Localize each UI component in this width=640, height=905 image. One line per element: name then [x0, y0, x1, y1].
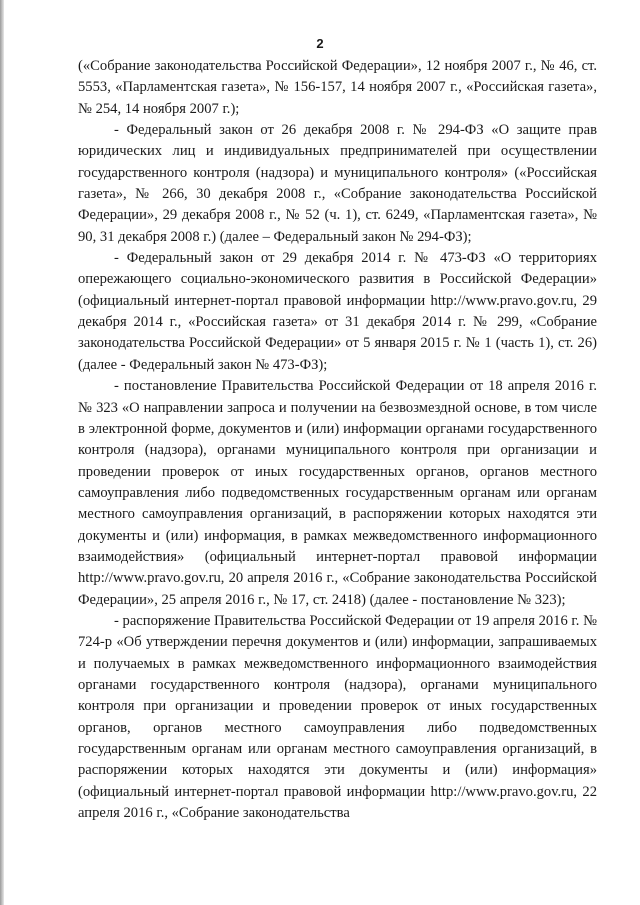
document-body [78, 56, 597, 824]
scan-edge-shadow [0, 0, 4, 905]
paragraph-resolution-323: - постановление Правительства Российской Федерации от 18 апреля 2016 г. № 323 «О направлении запроса и получении на безвозмездной основе, в том числе в электронной форме, документов и (или) информации органами государственного контроля (надзора), органами муниципального контроля при организации и проведении проверок от иных государственных органов, органов местного самоуправления либо подведомственных государственным органам или органам местного самоуправления организаций, в распоряжении которых находятся эти документы и (или) информация, в рамках межведомственного информационного взаимодействия» (официальный интернет-портал правовой информации http://www.pravo.gov.ru, 20 апреля 2016 г., «Собрание законодательства Российской Федерации», 25 апреля 2016 г., № 17, ст. 2418) (далее - постановление № 323); [78, 378, 597, 608]
paragraph-citation-continuation: («Собрание законодательства Российской Федерации», 12 ноября 2007 г., № 46, ст. 5553, «Парламентская газета», № 156-157, 14 ноября 2007 г., «Российская газета», № 254, 14 ноября 2007 г.); [78, 58, 597, 117]
paragraph-federal-law-294: - Федеральный закон от 26 декабря 2008 г. № 294-ФЗ «О защите прав юридических лиц и индивидуальных предпринимателей при осуществлении государственного контроля (надзора) и муниципального контроля» («Российская газета», № 266, 30 декабря 2008 г., «Собрание законодательства Российской Федерации», 29 декабря 2008 г., № 52 (ч. 1), ст. 6249, «Парламентская газета», № 90, 31 декабря 2008 г.) (далее – Федеральный закон № 294-ФЗ); [78, 122, 597, 245]
page-number: 2 [316, 36, 324, 51]
paragraph-federal-law-473: - Федеральный закон от 29 декабря 2014 г. № 473-ФЗ «О территориях опережающего социально-экономического развития в Российской Федерации» (официальный интернет-портал правовой информации http://www.pravo.gov.ru, 29 декабря 2014 г., «Российская газета» от 31 декабря 2014 г. № 299, «Собрание законодательства Российской Федерации» от 5 января 2015 г. № 1 (часть 1), ст. 26) (далее - Федеральный закон № 473-ФЗ); [78, 250, 597, 373]
paragraph-order-724r: - распоряжение Правительства Российской Федерации от 19 апреля 2016 г. № 724-р «Об утверждении перечня документов и (или) информации, запрашиваемых и получаемых в рамках межведомственного информационного взаимодействия органами государственного контроля (надзора), органами муниципального контроля при организации и проведении проверок от иных государственных органов, органов местного самоуправления либо подведомственных государственным органам или органам местного самоуправления организаций, в распоряжении которых находятся эти документы и (или) информация» (официальный интернет-портал правовой информации http://www.pravo.gov.ru, 22 апреля 2016 г., «Собрание законодательства [78, 612, 597, 822]
